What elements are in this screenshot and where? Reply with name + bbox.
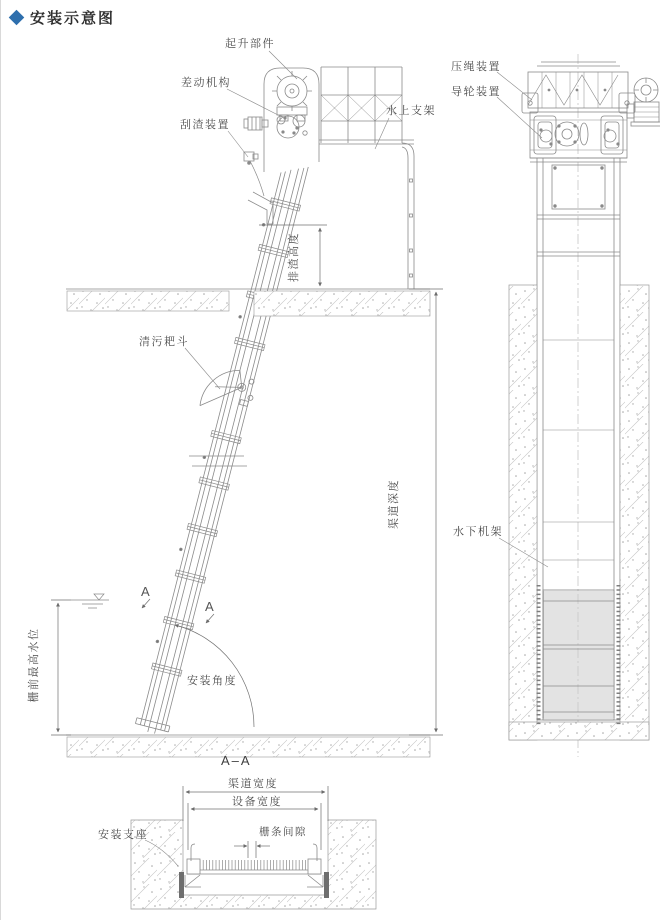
label-channel-depth: 渠道深度: [388, 479, 400, 529]
side-elevation-view: [66, 67, 430, 757]
underwater-screen-grid: [537, 590, 620, 720]
label-install-angle: 安装角度: [187, 675, 237, 687]
label-above-water-bracket: 水上支架: [386, 105, 436, 117]
section-aa-view: [131, 820, 376, 909]
label-rake-bucket: 清污耙斗: [139, 336, 189, 348]
differential-gearbox: [277, 115, 307, 138]
label-differential-mech: 差动机构: [181, 77, 231, 89]
label-bar-gap: 栅条间隙: [259, 826, 307, 838]
lifting-sheave: [272, 71, 312, 121]
label-lifting-component: 起升部件: [225, 38, 275, 50]
label-channel-width: 渠道宽度: [228, 778, 278, 790]
section-mark-a2: A: [205, 599, 214, 614]
section-bar-rack: [179, 844, 329, 898]
label-max-water-level: 栅前最高水位: [28, 627, 40, 703]
inclined-screen: [118, 156, 312, 737]
section-aa-title: A–A: [221, 753, 252, 768]
water-level-mark: [71, 594, 109, 608]
upper-frame: [530, 158, 627, 718]
front-elevation-view: [509, 54, 660, 757]
section-concrete: [131, 820, 376, 909]
page-title-text: 安装示意图: [30, 10, 116, 27]
label-guide-wheel-device: 导轮装置: [451, 86, 501, 98]
label-mount-support: 安装支座: [98, 829, 148, 841]
rake-bucket: [200, 363, 259, 418]
channel-walls-front: [509, 285, 649, 740]
above-water-support: [402, 143, 414, 289]
head-housing: [264, 68, 319, 172]
label-underwater-frame: 水下机架: [453, 526, 503, 538]
section-mark-a1: A: [141, 584, 150, 599]
scraper-device: [244, 152, 264, 196]
label-scraper-device: 刮渣装置: [180, 119, 230, 131]
label-discharge-height: 排渣高度: [288, 232, 300, 282]
hoist-motor: [627, 78, 660, 126]
rope-press-device: [522, 93, 635, 113]
technical-drawing: [1, 0, 660, 920]
drive-mechanism: [530, 112, 627, 158]
label-equipment-width: 设备宽度: [232, 796, 282, 808]
label-rope-press-device: 压绳装置: [451, 61, 501, 73]
